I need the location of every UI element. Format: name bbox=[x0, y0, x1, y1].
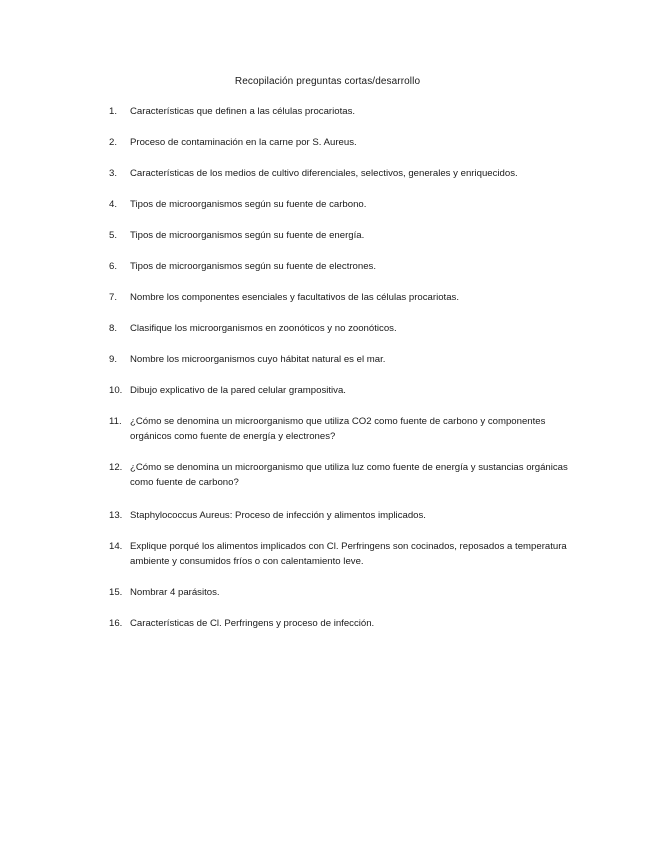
question-number: 9. bbox=[109, 354, 118, 365]
question-number: 13. bbox=[109, 510, 123, 521]
question-number: 12. bbox=[109, 462, 123, 473]
question-number: 7. bbox=[109, 292, 118, 303]
question-item bbox=[109, 585, 569, 600]
question-number: 16. bbox=[109, 618, 123, 629]
question-number: 2. bbox=[109, 137, 118, 148]
question-item bbox=[109, 383, 569, 398]
question-text: Nombrar 4 parásitos. bbox=[130, 587, 220, 598]
question-item bbox=[109, 321, 569, 336]
question-item bbox=[109, 539, 569, 569]
question-number: 4. bbox=[109, 199, 118, 210]
question-text: Staphylococcus Aureus: Proceso de infección y alimentos implicados. bbox=[130, 510, 426, 521]
question-text: Nombre los componentes esenciales y facultativos de las células procariotas. bbox=[130, 292, 460, 303]
question-number: 3. bbox=[109, 168, 118, 179]
question-item bbox=[109, 414, 569, 444]
question-item bbox=[109, 616, 569, 631]
document-title: Recopilación preguntas cortas/desarrollo bbox=[234, 76, 421, 87]
question-text: Proceso de contaminación en la carne por S. Aureus. bbox=[130, 137, 357, 148]
question-item bbox=[109, 460, 569, 490]
question-text: ¿Cómo se denomina un microorganismo que utiliza luz como fuente de energía y sustancias orgánicas como fuente de carbono? bbox=[130, 462, 568, 488]
question-text: Dibujo explicativo de la pared celular grampositiva. bbox=[130, 385, 346, 396]
question-item bbox=[109, 508, 569, 523]
question-number: 1. bbox=[109, 106, 118, 117]
question-number: 14. bbox=[109, 541, 123, 552]
question-item bbox=[109, 290, 569, 305]
question-item bbox=[109, 104, 569, 119]
question-text: Clasifique los microorganismos en zoonóticos y no zoonóticos. bbox=[130, 323, 397, 334]
question-number: 8. bbox=[109, 323, 118, 334]
question-item bbox=[109, 166, 569, 181]
question-number: 10. bbox=[109, 385, 123, 396]
question-text: ¿Cómo se denomina un microorganismo que utiliza CO2 como fuente de carbono y componentes orgánicos como fuente de energía y electrones? bbox=[130, 416, 546, 442]
question-number: 5. bbox=[109, 230, 118, 241]
question-item bbox=[109, 259, 569, 274]
question-item bbox=[109, 352, 569, 367]
question-text: Tipos de microorganismos según su fuente de carbono. bbox=[130, 199, 367, 210]
question-text: Tipos de microorganismos según su fuente de energía. bbox=[130, 230, 365, 241]
question-text: Características de los medios de cultivo diferenciales, selectivos, generales y enriquecidos. bbox=[130, 168, 518, 179]
question-item bbox=[109, 228, 569, 243]
question-text: Características de Cl. Perfringens y proceso de infección. bbox=[130, 618, 375, 629]
question-text: Explique porqué los alimentos implicados con Cl. Perfringens son cocinados, reposados a temperatura ambiente y consumidos fríos o con calentamiento leve. bbox=[130, 541, 567, 567]
question-text: Tipos de microorganismos según su fuente de electrones. bbox=[130, 261, 377, 272]
question-number: 11. bbox=[109, 416, 122, 427]
question-text: Nombre los microorganismos cuyo hábitat natural es el mar. bbox=[130, 354, 386, 365]
question-text: Características que definen a las células procariotas. bbox=[130, 106, 356, 117]
question-number: 6. bbox=[109, 261, 118, 272]
question-item bbox=[109, 135, 569, 150]
question-number: 15. bbox=[109, 587, 123, 598]
question-item bbox=[109, 197, 569, 212]
